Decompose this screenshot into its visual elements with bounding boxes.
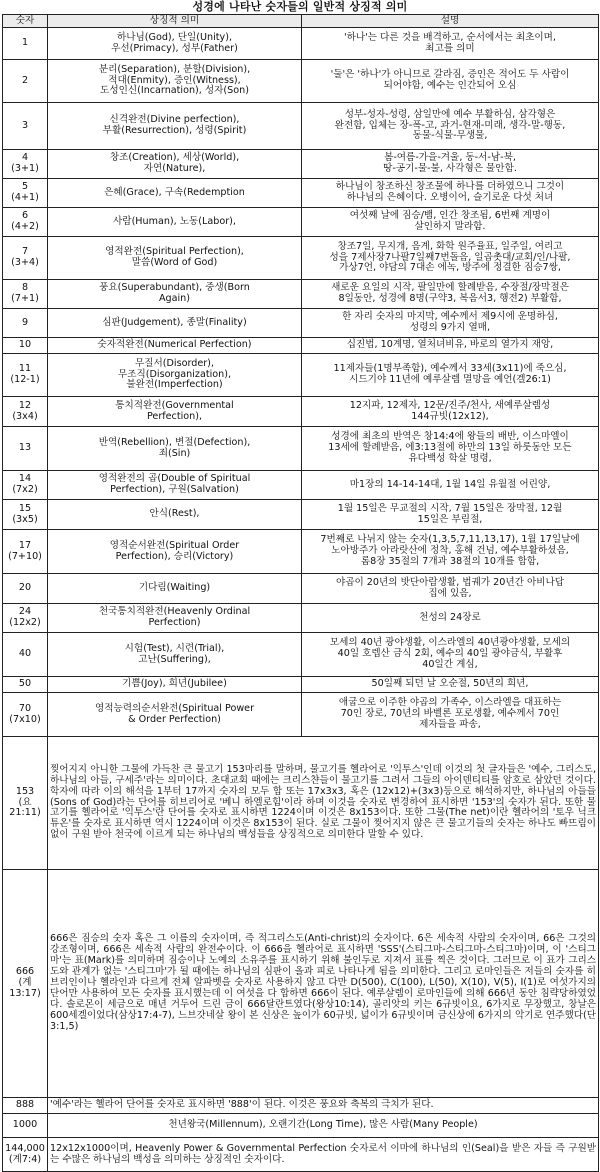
table-row	[3, 60, 599, 103]
row-number: 3	[3, 103, 48, 150]
table-row	[3, 737, 599, 870]
row-explanation: 애굽으로 이주한 야곱의 가족수, 이스라엘을 대표하는 70인 장로, 70년의 바벨론 포로생활, 예수께서 70인 제자들을 파송,	[302, 693, 599, 737]
row-number: 9	[3, 309, 48, 338]
row-explanation: 하나님이 창조하신 창조물에 하나를 더하였으니 그것이 하나님의 은혜이다. 오병이어, 슬기로운 다섯 처녀	[302, 179, 599, 208]
row-symbolic-meaning: 시험(Test), 시련(Trial), 고난(Suffering),	[48, 633, 302, 677]
row-explanation: 1월 15일은 무교절의 시작, 7월 15일은 장막절, 12월 15일은 부림절,	[302, 500, 599, 530]
row-number: 6 (4+2)	[3, 208, 48, 237]
row-symbolic-meaning: 하나님(God), 단일(Unity), 우선(Primacy), 성부(Father)	[48, 28, 302, 60]
row-explanation: 모세의 40년 광야생활, 이스라엘의 40년광야생활, 모세의 40일 호렙산 금식 2회, 예수의 40일 광야금식, 부활후 40일간 계심,	[302, 633, 599, 677]
row-symbolic-meaning: 영적능력의순서완전(Spiritual Power & Order Perfection)	[48, 693, 302, 737]
table-row	[3, 633, 599, 677]
row-number: 70 (7x10)	[3, 693, 48, 737]
row-number: 20	[3, 574, 48, 604]
row-number: 17 (7+10)	[3, 530, 48, 574]
page-title: 성경에 나타난 숫자들의 일반적 상징적 의미	[192, 0, 408, 13]
numbers-table	[2, 14, 599, 1172]
row-symbolic-meaning: 영적완전의 곱(Double of Spiritual Perfection), 구원(Salvation)	[48, 471, 302, 500]
row-explanation: 7번째로 나뉘지 않는 숫자(1,3,5,7,11,13,17), 1월 17일날에 노아방주가 아라랏산에 정착, 홍해 건넘, 예수부활하셨음, 롬8장 35절의 7개과 38절의 10개를 합함,	[302, 530, 599, 574]
table-row	[3, 1098, 599, 1114]
row-explanation: 12x12x1000이며, Heavenly Power & Governmental Perfection 숫자로서 이마에 하나님의 인(Seal)을 받은 자들 즉 구원받는 수많은 하나님의 백성을 의미하는 상징적인 숫자이다.	[48, 1138, 599, 1172]
row-explanation: 성경에 최초의 반역은 창14:4에 왕들의 배반, 이스마엘이 13세에 할례받음, 에3:13절에 하만의 13일 하룻동안 모든 유다백성 학살 명령,	[302, 427, 599, 471]
table-row	[3, 677, 599, 693]
row-explanation: '둘'은 '하나'가 아니므로 갈라짐, 증인은 적어도 두 사람이 되어야함, 예수는 인간되어 오심	[302, 60, 599, 103]
table-row	[3, 530, 599, 574]
row-number: 11 (12-1)	[3, 354, 48, 397]
row-number: 666 (계13:17)	[3, 870, 48, 1098]
row-explanation: 십진법, 10계명, 열처녀비유, 바로의 열가지 재앙,	[302, 338, 599, 354]
table-row	[3, 280, 599, 309]
row-number: 1000	[3, 1114, 48, 1138]
row-symbolic-meaning: 영적완전(Spiritual Perfection), 말씀(Word of God)	[48, 237, 302, 280]
row-explanation: 성부-성자-성령, 삼일만에 예수 부활하심, 삼각형은 완전함, 입체는 장-폭-고, 과거-현재-미래, 생각-말-행동, 동물-식물-무생물,	[302, 103, 599, 150]
row-symbolic-meaning: 통치적완전(Governmental Perfection),	[48, 397, 302, 427]
row-number: 888	[3, 1098, 48, 1114]
row-number: 10	[3, 338, 48, 354]
row-explanation: 여섯째 날에 짐승/뱀, 인간 창조됨, 6번째 계명이 살인하지 말라함.	[302, 208, 599, 237]
row-symbolic-meaning: 안식(Rest),	[48, 500, 302, 530]
header-explanation: 설명	[302, 15, 599, 28]
row-explanation: 마1장의 14-14-14대, 1월 14일 유월절 어린양,	[302, 471, 599, 500]
row-explanation: 봄-여름-가을-겨울, 동-서-남-북, 땅-공기-물-불, 사각형은 물안함.	[302, 150, 599, 179]
row-number: 2	[3, 60, 48, 103]
row-symbolic-meaning: 사람(Human), 노동(Labor),	[48, 208, 302, 237]
row-number: 7 (3+4)	[3, 237, 48, 280]
row-explanation: 한 자리 숫자의 마지막, 예수께서 제9시에 운명하심, 성령의 9가지 열매,	[302, 309, 599, 338]
table-row	[3, 471, 599, 500]
table-row	[3, 870, 599, 1098]
row-symbolic-meaning: 창조(Creation), 세상(World), 자연(Nature),	[48, 150, 302, 179]
table-row	[3, 1114, 599, 1138]
row-symbolic-meaning: 풍요(Superabundant), 중생(Born Again)	[48, 280, 302, 309]
row-number: 8 (7+1)	[3, 280, 48, 309]
row-symbolic-meaning: 은혜(Grace), 구속(Redemption	[48, 179, 302, 208]
table-row	[3, 574, 599, 604]
table-row	[3, 28, 599, 60]
row-symbolic-meaning: 숫자적완전(Numerical Perfection)	[48, 338, 302, 354]
table-row	[3, 354, 599, 397]
row-symbolic-meaning: 분리(Separation), 분할(Division), 적대(Enmity), 증인(Witness), 도성인신(Incarnation), 성자(Son)	[48, 60, 302, 103]
table-row	[3, 179, 599, 208]
row-symbolic-meaning: 천년왕국(Millennum), 오랜기간(Long Time), 많은 사람(Many People)	[48, 1114, 599, 1138]
table-row	[3, 208, 599, 237]
row-number: 14 (7x2)	[3, 471, 48, 500]
table-body	[3, 28, 599, 1172]
row-symbolic-meaning: 천국통치적완전(Heavenly Ordinal Perfection)	[48, 604, 302, 633]
table-row	[3, 693, 599, 737]
row-number: 12 (3x4)	[3, 397, 48, 427]
row-symbolic-meaning: 심판(Judgement), 종말(Finality)	[48, 309, 302, 338]
table-row	[3, 427, 599, 471]
row-number: 50	[3, 677, 48, 693]
row-number: 153 (요21:11)	[3, 737, 48, 870]
row-symbolic-meaning: 신격완전(Divine perfection), 부활(Resurrection), 성령(Spirit)	[48, 103, 302, 150]
header-symbolic-meaning: 상징적 의미	[48, 15, 302, 28]
row-explanation: 야곱이 20년의 밧단아람생활, 법궤가 20년간 아비나답 집에 있음,	[302, 574, 599, 604]
table-row	[3, 338, 599, 354]
row-symbolic-meaning: 기다림(Waiting)	[48, 574, 302, 604]
row-explanation: '예수'라는 헬라어 단어를 숫자로 표시하면 '888'이 된다. 이것은 풍요와 축복의 극치가 된다.	[48, 1098, 599, 1114]
table-row	[3, 397, 599, 427]
row-number: 4 (3+1)	[3, 150, 48, 179]
table-row	[3, 150, 599, 179]
row-symbolic-meaning: 무질서(Disorder), 무조직(Disorganization), 불완전(Imperfection)	[48, 354, 302, 397]
row-symbolic-meaning: 반역(Rebellion), 변절(Defection), 죄(Sin)	[48, 427, 302, 471]
row-explanation: 50일째 되던 날 오순절, 50년의 희년,	[302, 677, 599, 693]
row-symbolic-meaning: 기쁨(Joy), 희년(Jubilee)	[48, 677, 302, 693]
row-explanation: 11제자들(1명부족함), 예수께서 33세(3x11)에 죽으심, 시드기야 11년에 예루살렘 멸망을 예언(겔26:1)	[302, 354, 599, 397]
header-number: 숫자	[3, 15, 48, 28]
row-symbolic-meaning: 영적순서완전(Spiritual Order Perfection), 승리(Victory)	[48, 530, 302, 574]
row-number: 24 (12x2)	[3, 604, 48, 633]
row-number: 144,000 (계7:4)	[3, 1138, 48, 1172]
row-number: 1	[3, 28, 48, 60]
row-explanation: '하나'는 다른 것을 배격하고, 순서에서는 최초이며, 최고를 의미	[302, 28, 599, 60]
row-number: 40	[3, 633, 48, 677]
row-explanation: 찢어지지 아니한 그물에 가득찬 큰 물고기 153마리를 말하며, 물고기를 헬라어로 '익투스'인데 이것의 첫 글자들은 '예수, 그리스도, 하나님의 아들, 구세주'라는 의미이다. 초대교회 때에는 크리스챤들이 물고기를 그려서 그들의 아이덴티티를 암호로 삼았던 것이다. 학자에 따라 이의 해석을 1부터 17까지 숫자의 모두 합 또는 17x3x3, 혹은 (12x12)+(3x3)등으로 해석하지만, 하나님의 아들들(Sons of God)라는 단어를 히브리어로 '베니 하엘로힘'이라 하며 이것을 숫자로 변경하여 표시하면 '153'의 숫자가 된다. 또한 물고기를 헬라어로 '익투스'란 단어를 숫자로 표시하면 1224이며 이것은 8x153이다. 또한 그물(The net)이란 헬라어의 '토우 닉크튜온'를 숫자로 표시하면 역시 1224이며 이것은 8x153이 된다. 실로 그물이 찢어지지 않은 큰 물고기들의 숫자는 하나도 빠뜨림이 없이 구원 받아 천국에 이르게 되는 하나님의 백성들을 상징적으로 의미한다 말할 수 있다.	[48, 737, 599, 870]
table-row	[3, 500, 599, 530]
row-explanation: 12지파, 12제자, 12문/진주/천사, 새예루살렘성 144규빗(12x12),	[302, 397, 599, 427]
table-row	[3, 103, 599, 150]
row-explanation: 새로운 요일의 시작, 팔일만에 할례받음, 수장절/장막절은 8일동안, 성경에 8명(구약3, 복음서3, 행전2) 부활함,	[302, 280, 599, 309]
table-header-row	[3, 15, 599, 28]
table-row	[3, 237, 599, 280]
row-explanation: 666은 짐승의 숫자 혹은 그 이름의 숫자이며, 즉 적그리스도(Anti-christ)의 숫자이다. 6은 세속적 사람의 숫자이며, 66은 그것의 강조형이며, 666은 세속적 사람의 완전수이다. 이 666을 헬라어로 표시하면 'SSS'(스티그마-스티그마-스티그마)이며, 이 '스티그마'는 표(Mark)를 의미하며 짐승이나 노예의 소유주를 표시하기 위해 불인두로 지져서 표를 찍은 것이다. 그러므로 이 표가 그리스도와 관계가 없는 '스티그마'가 될 때에는 하나님의 심판이 올과 피로 나타나게 됨을 의미한다. 그리고 로마인들은 저들의 숫자를 히브리인이나 헬라인과 다르게 전체 알파벳을 숫자로 사용하지 않고 다만 D(500), C(100), L(50), X(10), V(5), I(1)로 여섯가지의 단어만 사용하여 모든 숫자를 표시했는데 이 여섯을 다 합하면 666이 된다. 예루살렘이 로마인들에 의해 666년 동안 침략당하였었다. 솔로몬이 세금으로 매년 거두어 드린 금이 666달란트였다(왕상10:14), 골리앗의 키는 6규빗이요, 6가지로 무장했고, 창날은 600세겔이었다(삼상17:4-7), 느브갓네살 왕이 본 신상은 높이가 60규빗, 넓이가 6규빗이며 금신상에 6가지의 악기로 연주했다(단3:1,5)	[48, 870, 599, 1098]
row-number: 15 (3x5)	[3, 500, 48, 530]
row-number: 13	[3, 427, 48, 471]
table-row	[3, 604, 599, 633]
row-explanation: 창조7일, 무지개, 음계, 화학 원주율표, 일주일, 여리고 성을 7제사장7나팔7일째7번돌음, 일곱촛대/교회/인/나팔, 가상7언, 야담의 7대손 에녹, 방주에 정결한 짐승7쌍,	[302, 237, 599, 280]
row-number: 5 (4+1)	[3, 179, 48, 208]
table-row	[3, 309, 599, 338]
row-explanation: 천성의 24장로	[302, 604, 599, 633]
